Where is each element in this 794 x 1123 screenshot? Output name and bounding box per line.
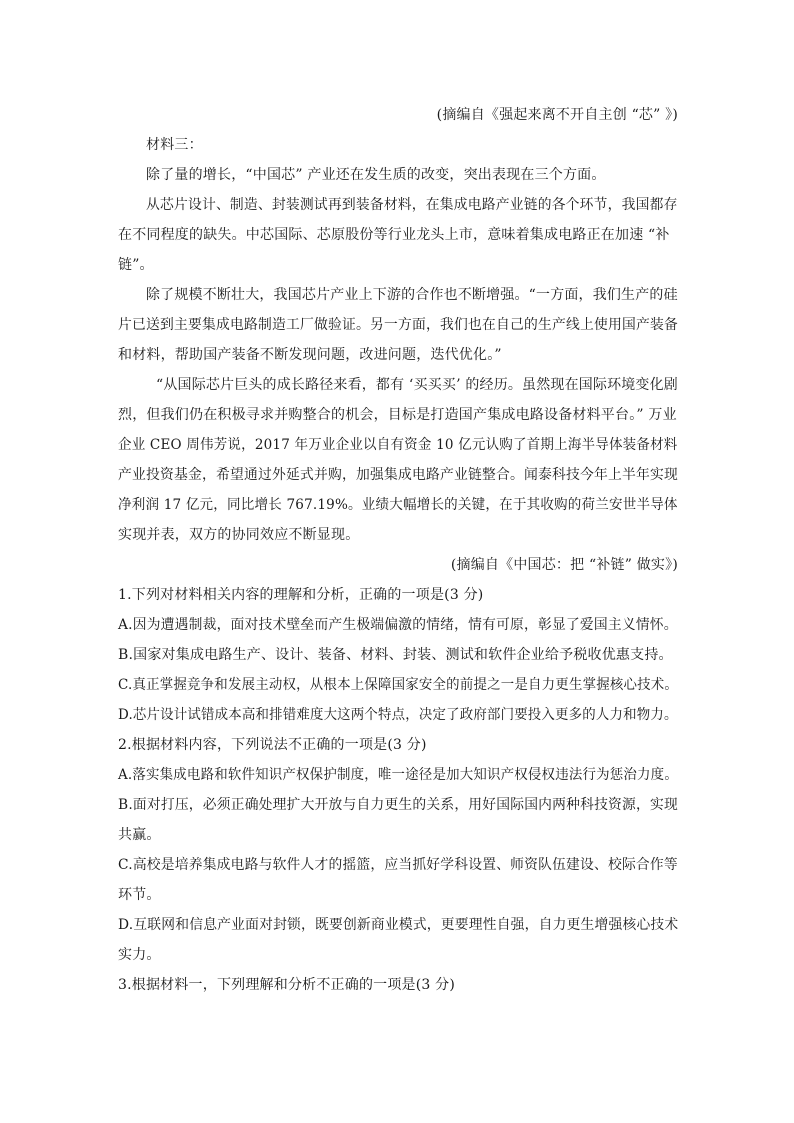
text-line: “从国际芯片巨头的成长路径来看，都有 ‘买买买’ 的经历。虽然现在国际环境变化剧 xyxy=(156,377,678,393)
text-line: 实力。 xyxy=(118,947,161,963)
text-line: C.高校是培养集成电路与软件人才的摇篮，应当抓好学科设置、师资队伍建设、校际合作等 xyxy=(118,857,678,873)
text-line: (摘编自《中国芯：把 “补链” 做实》) xyxy=(450,557,678,573)
text-line: A.因为遭遇制裁，面对技术壁垒而产生极端偏激的情绪，情有可原，彰显了爱国主义情怀。 xyxy=(118,617,678,633)
text-line: 1.下列对材料相关内容的理解和分析，正确的一项是(3 分) xyxy=(118,587,484,603)
text-line: (摘编自《强起来离不开自主创 “芯” 》) xyxy=(436,107,678,123)
text-line: 共赢。 xyxy=(118,827,161,843)
text-line: 3.根据材料一，下列理解和分析不正确的一项是(3 分) xyxy=(118,977,456,993)
text-line: B.面对打压，必须正确处理扩大开放与自力更生的关系，用好国际国内两种科技资源，实现 xyxy=(118,797,678,813)
text-line: 在不同程度的缺失。中芯国际、芯原股份等行业龙头上市，意味着集成电路正在加速 “补 xyxy=(118,227,670,243)
text-line: 产业投资基金，希望通过外延式并购，加强集成电路产业链整合。闻泰科技今年上半年实现 xyxy=(118,467,678,483)
text-line: 净利润 17 亿元，同比增长 767.19%。业绩大幅增长的关键，在于其收购的荷兰安世半导体 xyxy=(118,497,678,513)
text-line: 从芯片设计、制造、封装测试再到装备材料，在集成电路产业链的各个环节，我国都存 xyxy=(146,197,678,213)
text-line: 和材料，帮助国产装备不断发现问题，改进问题，迭代优化。” xyxy=(118,347,502,363)
text-line: 链”。 xyxy=(118,257,154,273)
text-line: 实现并表，双方的协同效应不断显现。 xyxy=(118,527,360,543)
text-line: D.芯片设计试错成本高和排错难度大这两个特点，决定了政府部门要投入更多的人力和物力。 xyxy=(118,707,678,723)
text-line: 烈，但我们仍在积极寻求并购整合的机会，目标是打造国产集成电路设备材料平台。” 万业 xyxy=(118,407,677,423)
text-line: 除了量的增长，“中国芯” 产业还在发生质的改变，突出表现在三个方面。 xyxy=(146,167,606,183)
text-line: 片已送到主要集成电路制造工厂做验证。另一方面，我们也在自己的生产线上使用国产装备 xyxy=(118,317,678,333)
text-line: 材料三： xyxy=(146,137,203,153)
text-line: 环节。 xyxy=(118,887,161,903)
text-line: 2.根据材料内容，下列说法不正确的一项是(3 分) xyxy=(118,737,427,753)
text-line: B.国家对集成电路生产、设计、装备、材料、封装、测试和软件企业给予税收优惠支持。 xyxy=(118,647,673,663)
text-line: C.真正掌握竞争和发展主动权，从根本上保障国家安全的前提之一是自力更生掌握核心技术。 xyxy=(118,677,679,693)
text-line: 除了规模不断壮大，我国芯片产业上下游的合作也不断增强。“一方面，我们生产的硅 xyxy=(146,287,678,303)
text-line: A.落实集成电路和软件知识产权保护制度，唯一途径是加大知识产权侵权违法行为惩治力度。 xyxy=(118,767,678,783)
text-line: D.互联网和信息产业面对封锁，既要创新商业模式，更要理性自强，自力更生增强核心技术 xyxy=(118,917,679,933)
text-line: 企业 CEO 周伟芳说，2017 年万业企业以自有资金 10 亿元认购了首期上海半导体装备材料 xyxy=(118,437,678,453)
document-page xyxy=(118,100,678,1000)
